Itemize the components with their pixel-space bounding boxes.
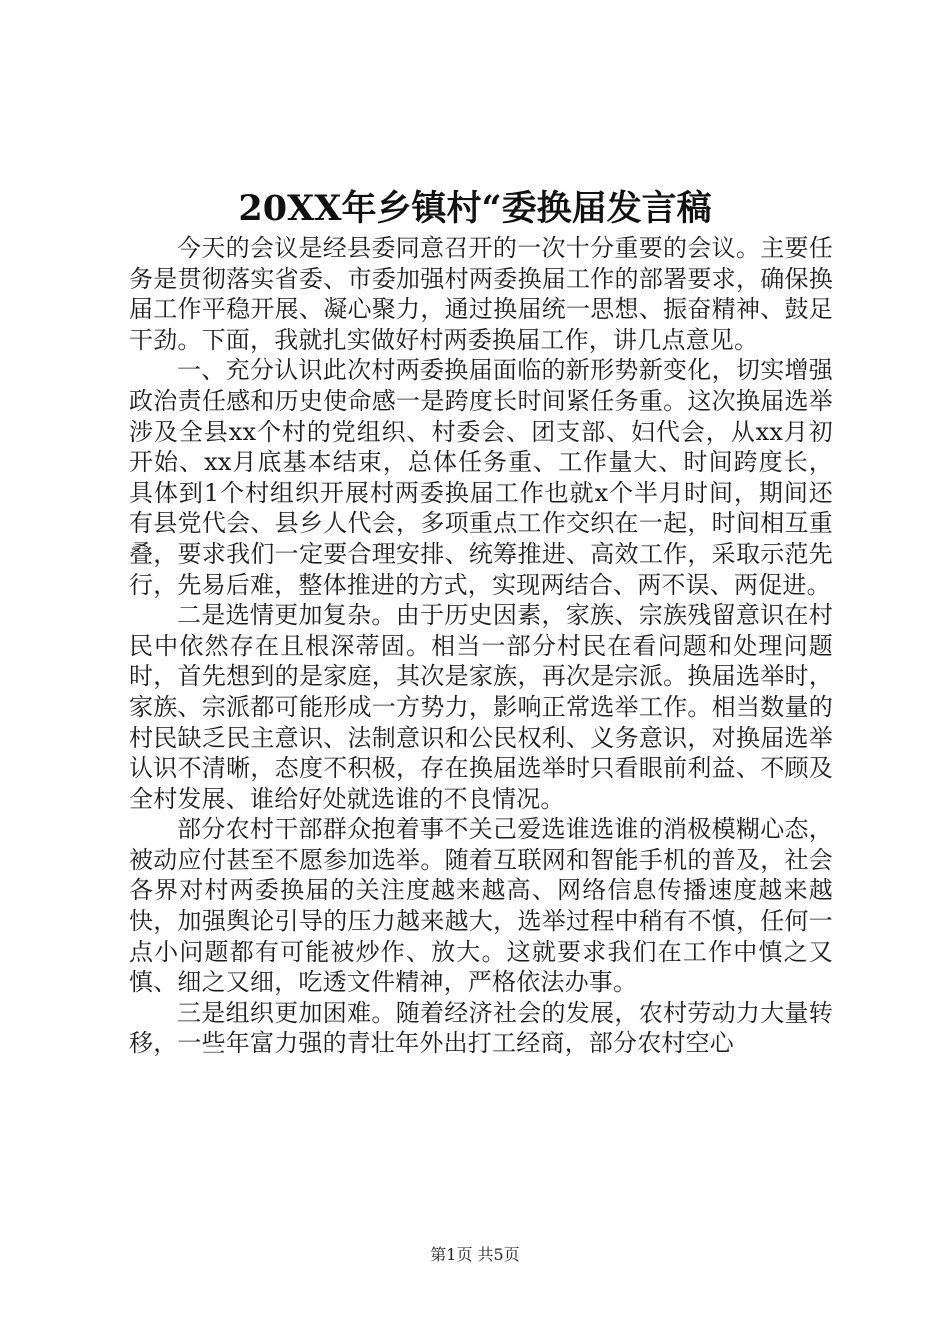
document-body [129, 233, 833, 1059]
page-number-footer: 第1页 共5页 [430, 1245, 520, 1264]
paragraph-5: 三是组织更加困难。随着经济社会的发展，农村劳动力大量转移，一些年富力强的青壮年外出打工经商，部分农村空心 [129, 998, 833, 1058]
document-title: 20XX年乡镇村“委换届发言稿 [238, 188, 712, 229]
paragraph-1: 今天的会议是经县委同意召开的一次十分重要的会议。主要任务是贯彻落实省委、市委加强村两委换届工作的部署要求，确保换届工作平稳开展、凝心聚力，通过换届统一思想、振奋精神、鼓足干劲。下面，我就扎实做好村两委换届工作，讲几点意见。 [129, 234, 833, 354]
paragraph-2: 一、充分认识此次村两委换届面临的新形势新变化，切实增强政治责任感和历史使命感一是跨度长时间紧任务重。这次换届选举涉及全县xx个村的党组织、村委会、团支部、妇代会，从xx月初开始、xx月底基本结束，总体任务重、工作量大、时间跨度长，具体到1个村组织开展村两委换届工作也就x个半月时间，期间还有县党代会、县乡人代会，多项重点工作交织在一起，时间相互重叠，要求我们一定要合理安排、统筹推进、高效工作，采取示范先行，先易后难，整体推进的方式，实现两结合、两不误、两促进。 [129, 356, 833, 599]
paragraph-4: 部分农村干部群众抱着事不关己爱选谁选谁的消极模糊心态，被动应付甚至不愿参加选举。随着互联网和智能手机的普及，社会各界对村两委换届的关注度越来越高、网络信息传播速度越来越快，加强舆论引导的压力越来越大，选举过程中稍有不慎，任何一点小问题都有可能被炒作、放大。这就要求我们在工作中慎之又慎、细之又细，吃透文件精神，严格依法办事。 [129, 815, 833, 997]
paragraph-3: 二是选情更加复杂。由于历史因素，家族、宗族残留意识在村民中依然存在且根深蒂固。相当一部分村民在看问题和处理问题时，首先想到的是家庭，其次是家族，再次是宗派。换届选举时，家族、宗派都可能形成一方势力，影响正常选举工作。相当数量的村民缺乏民主意识、法制意识和公民权利、义务意识，对换届选举认识不清晰，态度不积极，存在换届选举时只看眼前利益、不顾及全村发展、谁给好处就选谁的不良情况。 [129, 601, 833, 813]
